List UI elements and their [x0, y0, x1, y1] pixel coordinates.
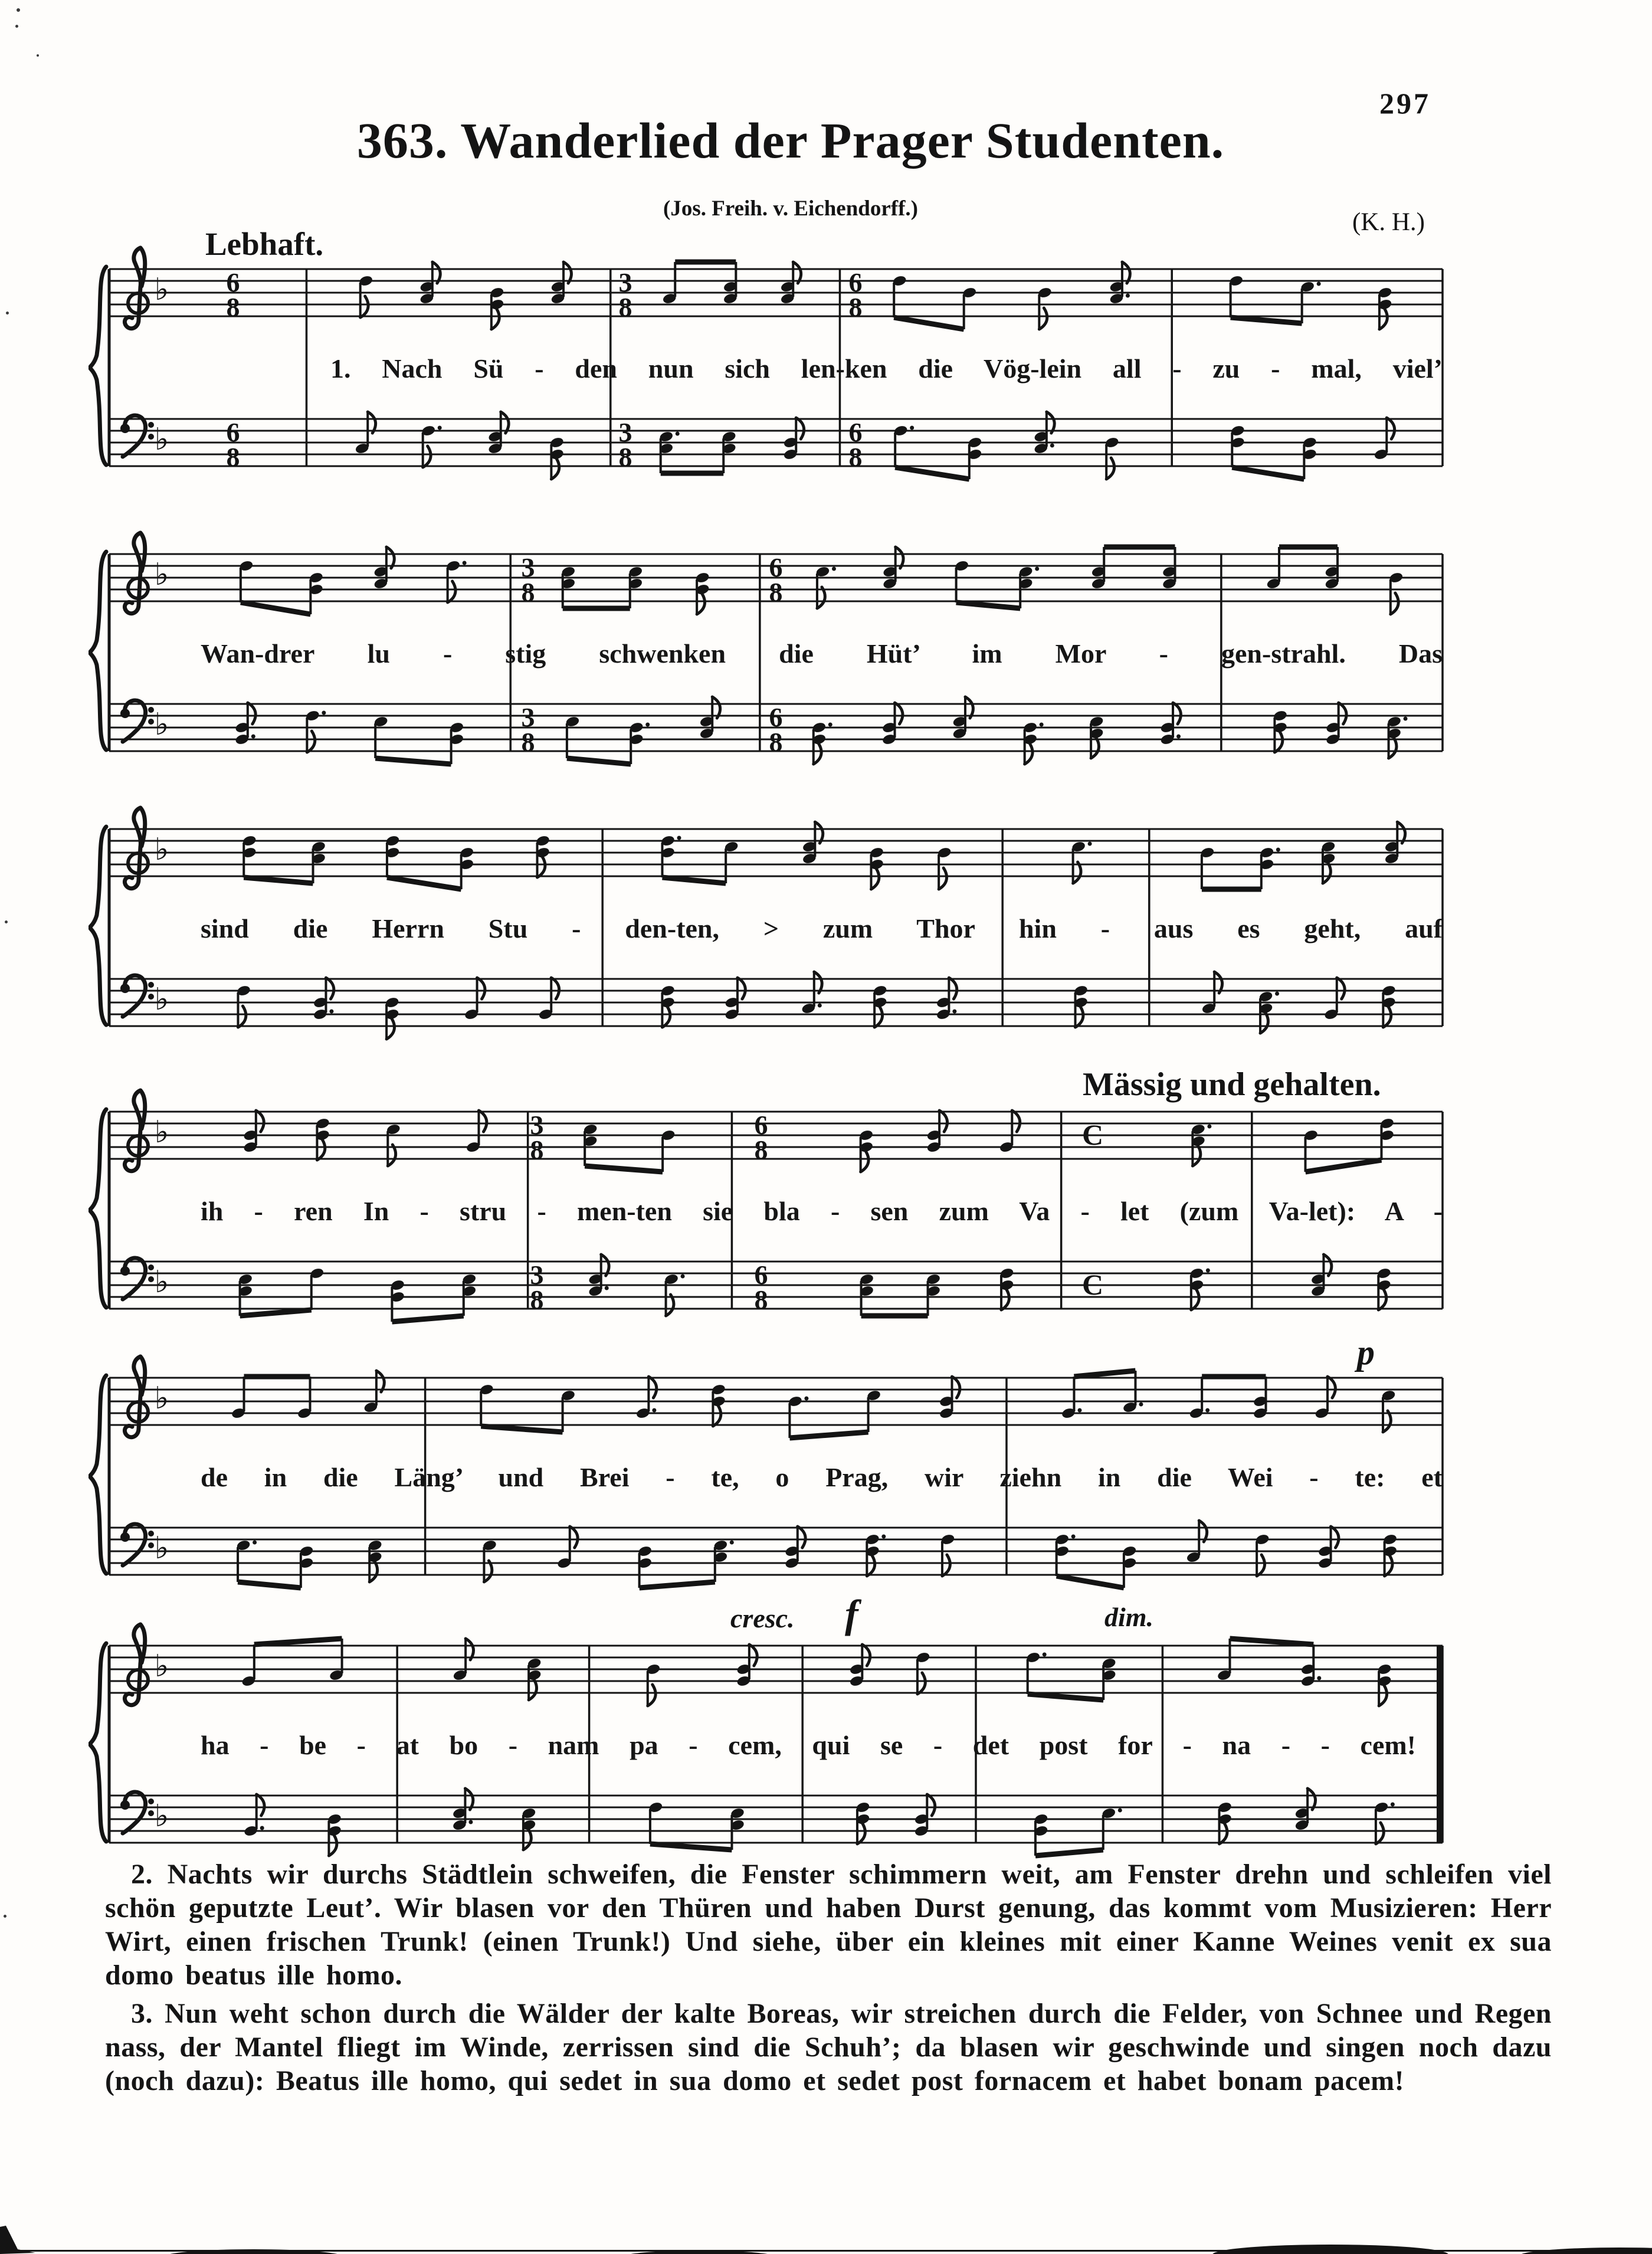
svg-text:♭: ♭ — [154, 707, 169, 742]
scan-speck — [15, 25, 18, 28]
svg-text:♭: ♭ — [154, 1649, 169, 1684]
svg-text:3: 3 — [618, 267, 632, 297]
composer-initials: (K. H.) — [1352, 208, 1425, 236]
svg-text:8: 8 — [754, 1135, 768, 1165]
dynamic-crescendo: cresc. — [730, 1603, 795, 1633]
svg-text:6: 6 — [754, 1110, 768, 1140]
svg-text:8: 8 — [754, 1285, 768, 1315]
svg-text:8: 8 — [530, 1135, 544, 1165]
svg-text:C: C — [1081, 1268, 1104, 1301]
tempo-marking: Lebhaft. — [205, 226, 324, 262]
lyrics-line-4: ih - ren In - stru - men-ten sie bla - sen zum Va - let (zum Va-let): A - — [201, 1196, 1443, 1226]
svg-text:♭: ♭ — [154, 272, 169, 307]
svg-text:6: 6 — [769, 702, 783, 732]
svg-text:8: 8 — [521, 577, 535, 607]
svg-text:8: 8 — [848, 442, 863, 472]
lyrics-line-1: 1. Nach Sü - den nun sich len-ken die Vög-lein all - zu - mal, viel’ — [330, 353, 1443, 384]
lyrics-line-2: Wan-drer lu - stig schwenken die Hüt’ im Mor - gen-strahl. Das — [201, 638, 1443, 669]
svg-text:♭: ♭ — [154, 1531, 169, 1566]
svg-text:8: 8 — [530, 1285, 544, 1315]
svg-text:6: 6 — [769, 552, 783, 582]
svg-text:♭: ♭ — [154, 1264, 169, 1300]
page-title: 363. Wanderlied der Prager Studenten. — [356, 112, 1225, 169]
svg-text:♭: ♭ — [154, 1115, 169, 1150]
scan-speck — [4, 1915, 6, 1918]
lyrics-line-3: sind die Herrn Stu - den-ten, > zum Thor hin - aus es geht, auf — [201, 913, 1443, 943]
scan-speck — [17, 8, 20, 12]
svg-text:8: 8 — [521, 727, 535, 757]
svg-text:3: 3 — [618, 417, 632, 447]
svg-text:♭: ♭ — [154, 982, 169, 1017]
svg-text:♭: ♭ — [154, 422, 169, 457]
dynamic-forte: f — [845, 1591, 858, 1636]
dynamic-piano: p — [1357, 1333, 1375, 1372]
svg-text:8: 8 — [618, 292, 632, 322]
svg-text:6: 6 — [848, 417, 863, 447]
dynamic-diminuendo: dim. — [1104, 1602, 1154, 1632]
svg-text:3: 3 — [521, 552, 535, 582]
scan-speck — [6, 312, 9, 314]
page-edge-scan-artifact — [0, 2223, 1652, 2254]
lyrics-line-5: de in die Läng’ und Brei - te, o Prag, wir ziehn in die Wei - te: et — [201, 1462, 1443, 1492]
tempo-change-marking: Mässig und gehalten. — [1083, 1066, 1381, 1103]
lyrics-line-6: ha - be - at bo - nam pa - cem, qui se - det post for - na - - cem! — [201, 1730, 1416, 1760]
svg-text:3: 3 — [530, 1110, 544, 1140]
svg-text:8: 8 — [618, 442, 632, 472]
verse-2: 2. Nachts wir durchs Städtlein schweifen, die Fenster schimmern weit, am Fenster drehn und schleifen viel schön geputzte Leut’. Wir blasen vor den Thüren und haben Durst genung, das kommt vom Musizieren: Herr Wirt, einen frischen Trunk! (einen Trunk!) Und siehe, über ein kleines mit einer Kanne Weines venit ex sua domo beatus ille homo. — [105, 1859, 1552, 1991]
svg-text:♭: ♭ — [154, 832, 169, 867]
svg-text:♭: ♭ — [154, 1798, 169, 1834]
verse-3: 3. Nun weht schon durch die Wälder der kalte Boreas, wir streichen durch die Felder, von Schnee und Regen nass, der Mantel fliegt im Winde, zerrissen sind die Schuh’; da blasen wir geschwinde und singen noch dazu (noch dazu): Beatus ille homo, qui sedet in sua domo et sedet post fornacem et habet bonam pacem! — [105, 1998, 1552, 2096]
svg-text:6: 6 — [226, 417, 240, 447]
svg-text:♭: ♭ — [154, 1381, 169, 1416]
svg-text:8: 8 — [769, 727, 783, 757]
svg-text:6: 6 — [848, 267, 863, 297]
scan-speck — [37, 54, 39, 57]
page-number: 297 — [1379, 87, 1431, 120]
svg-text:8: 8 — [226, 442, 240, 472]
svg-text:3: 3 — [521, 702, 535, 732]
svg-text:C: C — [1081, 1118, 1104, 1151]
scan-speck — [5, 920, 8, 923]
svg-text:6: 6 — [226, 267, 240, 297]
svg-text:8: 8 — [848, 292, 863, 322]
svg-text:8: 8 — [769, 577, 783, 607]
svg-text:3: 3 — [530, 1260, 544, 1290]
poet-attribution: (Jos. Freih. v. Eichendorff.) — [663, 196, 918, 221]
svg-text:8: 8 — [226, 292, 240, 322]
svg-text:♭: ♭ — [154, 557, 169, 592]
svg-text:6: 6 — [754, 1260, 768, 1290]
